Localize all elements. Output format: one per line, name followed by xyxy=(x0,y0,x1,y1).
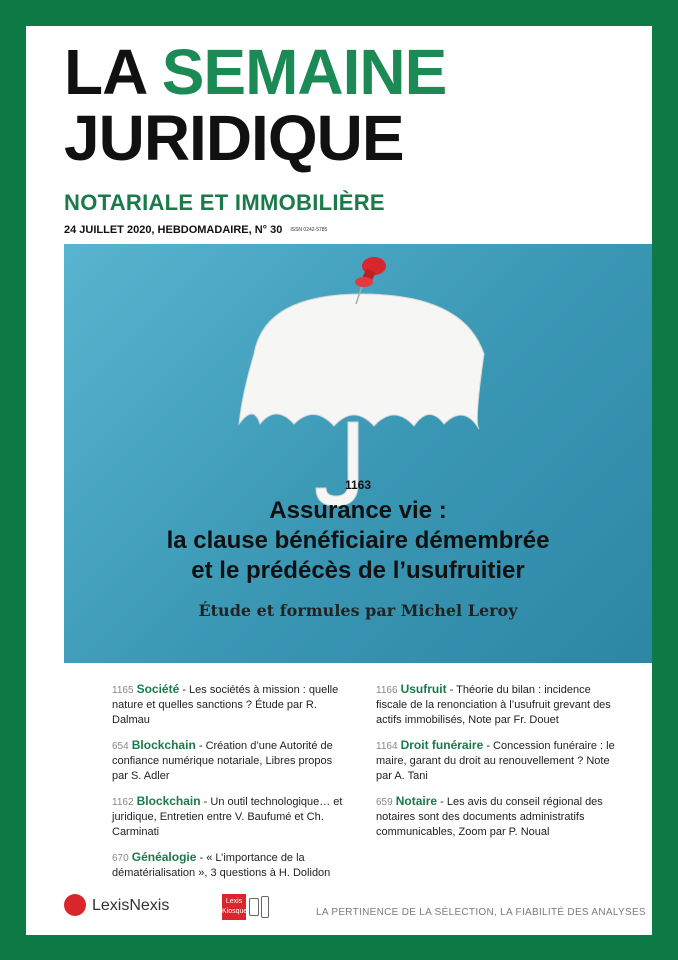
masthead-semaine: SEMAINE xyxy=(161,36,447,108)
phone-icon xyxy=(261,896,269,918)
article-item[interactable]: 654 Blockchain - Création d’une Autorité de confiance numérique notariale, Libres propos par S. Adler xyxy=(112,738,333,782)
article-number: 1164 xyxy=(376,741,398,752)
article-topic: Usufruit xyxy=(400,682,447,696)
lexis-kiosque-badge[interactable] xyxy=(222,894,272,920)
article-item[interactable]: 1162 Blockchain - Un outil technologique… et juridique, Entretien entre V. Baufumé et Ch. Carminati xyxy=(112,794,343,838)
lexisnexis-logo[interactable] xyxy=(64,894,194,918)
article-text: Les avis du conseil régional des notaires sont des documents administratifs communicables, Zoom par P. Noual xyxy=(376,796,603,838)
masthead-subtitle: NOTARIALE ET IMMOBILIÈRE xyxy=(64,190,385,215)
kiosque-line1: Lexis xyxy=(225,898,243,905)
article-item[interactable]: 670 Généalogie - « L’importance de la dématérialisation », 3 questions à H. Dolidon xyxy=(112,850,331,879)
cover-story-title xyxy=(64,496,652,586)
article-item[interactable]: 1164 Droit funéraire - Concession funéraire : le maire, garant du droit au renouvellement ? Note par A. Tani xyxy=(376,738,615,782)
cover-title-line: et le prédécès de l’usufruitier xyxy=(191,557,525,584)
kiosque-logo xyxy=(222,894,246,920)
cover-page xyxy=(26,26,652,935)
article-text: Concession funéraire : le maire, garant du droit au renouvellement ? Note par A. Tani xyxy=(376,740,615,782)
article-number: 654 xyxy=(112,741,129,752)
article-topic: Blockchain xyxy=(131,738,196,752)
article-number: 1166 xyxy=(376,685,398,696)
article-item[interactable]: 659 Notaire - Les avis du conseil régional des notaires sont des documents administratifs communicables, Zoom par P. Noual xyxy=(376,794,603,838)
issue-date: 24 JUILLET 2020, HEBDOMADAIRE, N° 30 xyxy=(64,224,283,236)
cover-story-byline: Étude et formules par Michel Leroy xyxy=(198,601,518,620)
article-number: 670 xyxy=(112,853,129,864)
article-topic: Blockchain xyxy=(136,794,201,808)
article-text: Les sociétés à mission : quelle nature et quelles sanctions ? Étude par R. Dalmau xyxy=(112,684,339,726)
masthead-line1 xyxy=(64,36,447,108)
issue-line xyxy=(64,224,327,236)
article-text: « L’importance de la dématérialisation », 3 questions à H. Dolidon xyxy=(112,852,331,879)
article-text: Théorie du bilan : incidence fiscale de la renonciation à l’usufruit grevant des actifs immobilisés, Note par Fr. Douet xyxy=(376,684,611,726)
article-text: Création d’une Autorité de confiance numérique notariale, Libres propos par S. Adler xyxy=(112,740,333,782)
article-item[interactable]: 1166 Usufruit - Théorie du bilan : incidence fiscale de la renonciation à l’usufruit grevant des actifs immobilisés, Note par Fr. Douet xyxy=(376,682,611,726)
lexisnexis-logo-icon xyxy=(64,894,86,916)
publisher-name: LexisNexis xyxy=(92,897,170,914)
masthead-juridique: JURIDIQUE xyxy=(64,102,404,174)
article-number: 659 xyxy=(376,797,393,808)
article-topic: Généalogie xyxy=(131,850,197,864)
publisher-tagline: LA PERTINENCE DE LA SÉLECTION, LA FIABILITÉ DES ANALYSES xyxy=(316,907,646,918)
issn: ISSN 0242-5785 xyxy=(290,227,328,234)
cover-story-number: 1163 xyxy=(344,478,372,492)
article-topic: Notaire xyxy=(395,794,438,808)
article-topic: Société xyxy=(136,682,180,696)
article-item[interactable]: 1165 Société - Les sociétés à mission : quelle nature et quelles sanctions ? Étude par R. Dalmau xyxy=(112,682,339,726)
tablet-icon xyxy=(249,898,259,916)
article-text: Un outil technologique… et juridique, Entretien entre V. Baufumé et Ch. Carminati xyxy=(112,796,343,838)
articles-left-column xyxy=(112,682,344,891)
cover-title-line: Assurance vie : xyxy=(269,497,447,524)
article-number: 1162 xyxy=(112,797,134,808)
cover-illustration xyxy=(64,244,652,663)
article-topic: Droit funéraire xyxy=(400,738,484,752)
kiosque-line2: Kiosque xyxy=(222,908,248,915)
articles-right-column xyxy=(376,682,618,850)
cover-title-line: la clause bénéficiaire démembrée xyxy=(166,527,550,554)
masthead-la: LA xyxy=(64,36,145,108)
article-number: 1165 xyxy=(112,685,134,696)
